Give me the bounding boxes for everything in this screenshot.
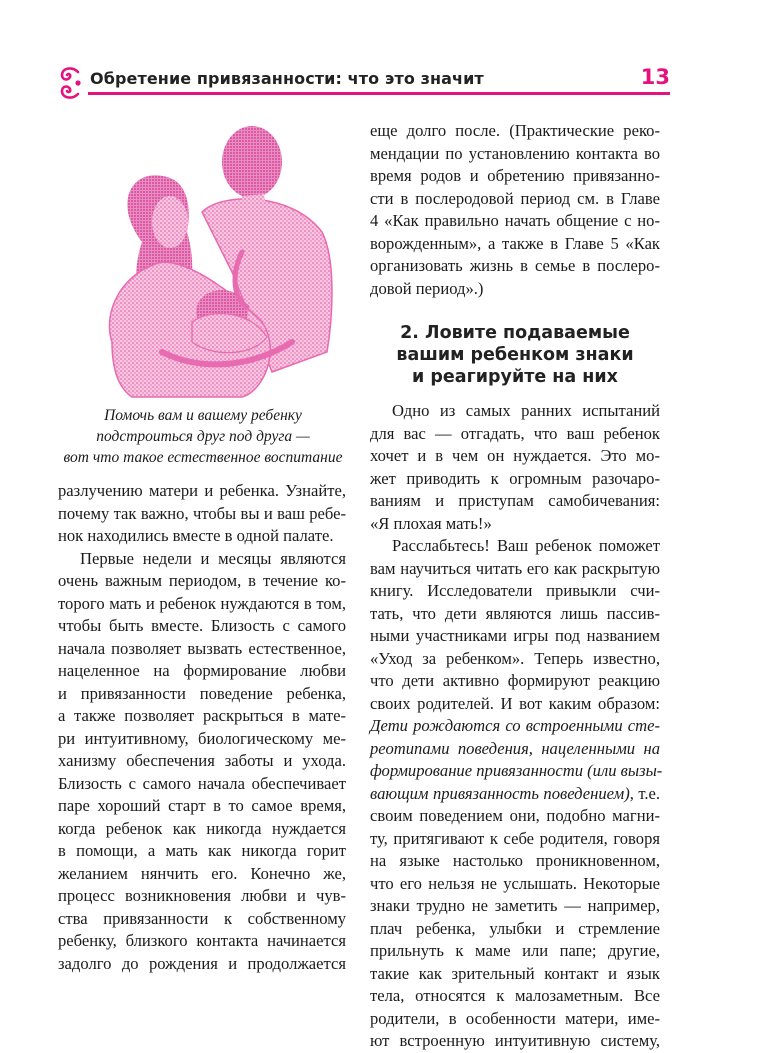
heading-line: и реагируйте на них <box>412 367 618 387</box>
text-line: нацеленное на формирование любви <box>58 661 346 680</box>
text-line: плач ребенка, улыбки и стремление <box>370 918 660 938</box>
text-line: на языке настолько проникновенном, <box>370 851 660 870</box>
text-line: «Уход за ребенком». Теперь известно, <box>370 648 660 668</box>
text-line: начала позволяет вызвать естественное, <box>58 638 346 658</box>
text-line: своим поведением они, подобно магни- <box>370 806 660 825</box>
text-line: ства привязанности к собственному <box>58 908 346 928</box>
text-line: формирование привязанности (или вызы- <box>370 761 663 780</box>
text-line: торого мать и ребенок нуждаются в том, <box>58 593 346 613</box>
caption-line: подстроиться друг под друга — <box>96 428 310 445</box>
text-line: ребенку, близкого контакта начинается <box>58 931 346 950</box>
caption-line: вот что такое естественное воспитание <box>63 449 343 466</box>
text-line: разлучению матери и ребенка. Узнайте, <box>58 481 346 500</box>
text-line: вам научиться читать его как раскрытую <box>370 558 660 578</box>
heading-line: вашим ребенком знаки <box>396 345 634 365</box>
text-line: еще долго после. (Практические реко- <box>370 121 660 140</box>
text-line: очень важным периодом, в течение ко- <box>58 571 346 590</box>
left-text-column <box>58 480 346 975</box>
text-line: реотипами поведения, нацеленными на <box>370 738 660 758</box>
paragraph <box>370 535 663 1053</box>
text-line: время родов и обретению привязанно- <box>370 166 660 185</box>
mother-father-baby-drawing-icon <box>92 122 342 402</box>
text-line: и привязанности поведение ребенка, <box>58 683 346 703</box>
text-line: ваниям и приступам самобичевания: <box>370 491 660 510</box>
text-line: нок находились вместе в одной палате. <box>58 526 334 545</box>
text-line: такие как зрительный контакт и язык <box>370 963 660 983</box>
text-line: паре хороший старт в то самое время, <box>58 796 346 815</box>
section-heading <box>370 322 660 388</box>
text-line: своих родителей. И вот каким образом: <box>370 693 660 713</box>
text-line: сти в послеродовой период см. в Главе <box>370 188 660 208</box>
text-line: Дети рождаются со встроенными сте- <box>370 716 660 735</box>
pink-swirl-ornament-icon <box>58 66 84 100</box>
text-line: Близость с самого начала обеспечивает <box>58 773 346 793</box>
text-line: Первые недели и месяцы являются <box>80 548 346 568</box>
text-line: родители, в особенности матери, име- <box>370 1008 660 1028</box>
text-line: мендации по установлению контакта во <box>370 143 660 163</box>
text-line: жет приводить к огромным разочаро- <box>370 468 660 488</box>
text-line: ри интуитивному, биологическому ме- <box>58 728 346 748</box>
text-line: довой период».) <box>370 278 484 298</box>
text-line: когда ребенок как никогда нуждается <box>58 818 346 838</box>
text-line: чтобы быть вместе. Близость с самого <box>58 616 346 635</box>
running-header <box>58 66 670 96</box>
text-line: 4 «Как правильно начать общение с но- <box>370 211 660 230</box>
paragraph <box>370 400 660 535</box>
page-number: 13 <box>640 65 670 89</box>
text-line: желанием нянчить его. Конечно же, <box>58 863 346 883</box>
text-fragment: т.е. <box>633 783 660 803</box>
text-line: прильнуть к маме или папе; другие, <box>370 941 660 960</box>
text-line: в помощи, а мать как никогда горит <box>58 841 346 860</box>
chapter-title: Обретение привязанности: что это значит <box>90 69 484 88</box>
text-line: а также позволяет раскрыться в мате- <box>58 706 346 725</box>
text-line <box>370 783 660 806</box>
text-line: для вас — отгадать, что ваш ребенок <box>370 423 660 443</box>
text-line: книгу. Исследователи привыкли счи- <box>370 581 660 600</box>
text-line: ными участниками игры под названием <box>370 626 660 645</box>
text-line: что дети активно формируют реакцию <box>370 671 660 690</box>
text-line: почему так важно, чтобы вы и ваш ребе- <box>58 503 346 523</box>
text-line: организовать жизнь в семье в послеро- <box>370 256 660 275</box>
text-line: ют встроенную интуитивную систему, <box>370 1031 660 1050</box>
text-line: Одно из самых ранних испытаний <box>392 401 660 420</box>
text-line: ту, притягивают к себе родителя, говоря <box>370 828 660 848</box>
text-line: Расслабьтесь! Ваш ребенок поможет <box>392 536 660 555</box>
paragraph <box>58 480 346 548</box>
paragraph <box>58 548 346 976</box>
caption-line: Помочь вам и вашему ребенку <box>104 407 302 424</box>
text-line: «Я плохая мать!» <box>370 513 492 533</box>
text-line: что его нельзя не услышать. Некоторые <box>370 873 660 893</box>
paragraph <box>370 120 660 300</box>
text-line: процесс возникновения любви и чув- <box>58 886 346 905</box>
heading-line: 2. Ловите подаваемые <box>400 323 630 343</box>
text-line: ханизму обеспечения заботы и ухода. <box>58 751 346 770</box>
text-line: тать, что дети являются лишь пассив- <box>370 603 660 623</box>
text-line: ворожденным», а также в Главе 5 «Как <box>370 233 660 253</box>
illustration-caption <box>58 405 348 468</box>
text-line: задолго до рождения и продолжается <box>58 953 346 973</box>
italic-phrase: вающим привязанность поведением), <box>370 783 634 803</box>
text-line: хочет и в чем он нуждается. Это мо- <box>370 446 660 465</box>
header-rule <box>88 92 670 95</box>
text-line: знаки трудно не заметить — например, <box>370 896 660 915</box>
text-line: тела, относятся к малозаметным. Все <box>370 986 660 1005</box>
right-text-column <box>370 120 663 1053</box>
